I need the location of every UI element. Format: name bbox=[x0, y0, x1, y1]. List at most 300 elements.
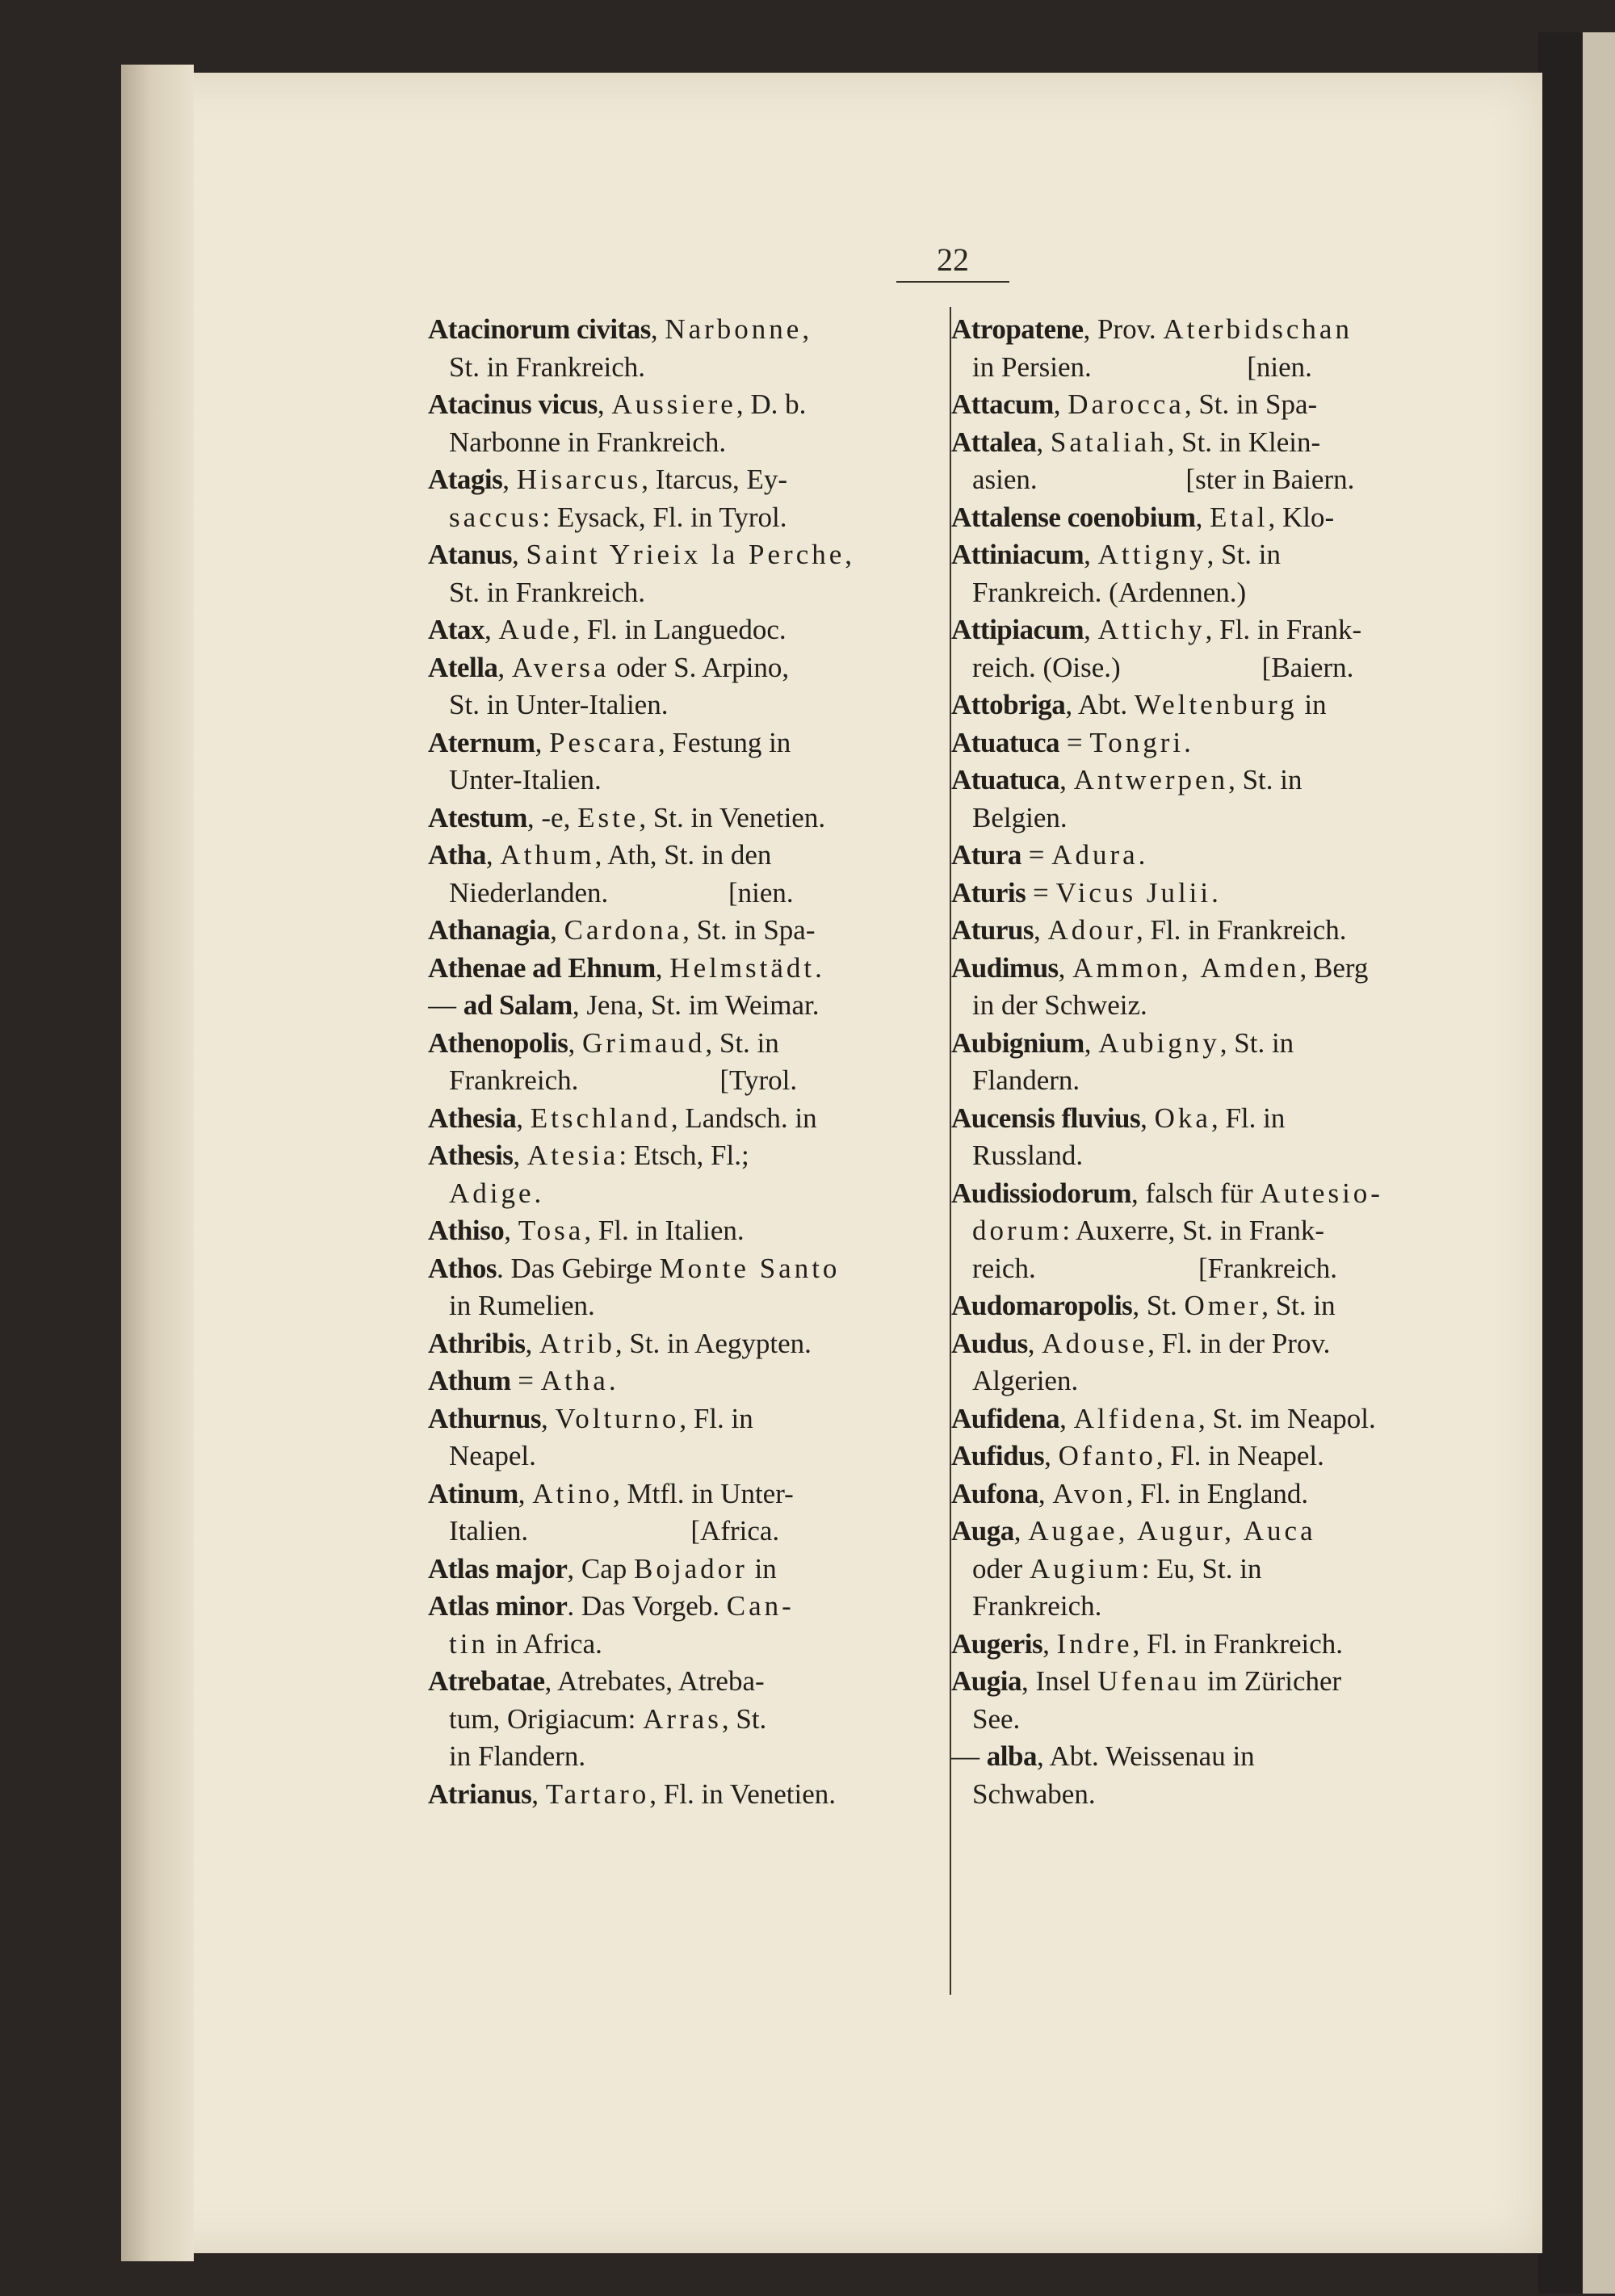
entry-modern-name: Darocca bbox=[1068, 388, 1185, 420]
entry-modern-name: Narbonne bbox=[665, 313, 803, 345]
entry-text: , bbox=[1084, 614, 1098, 645]
entry-line bbox=[428, 499, 937, 537]
entry-line bbox=[428, 1701, 937, 1739]
entry-line bbox=[951, 1588, 1448, 1626]
entry-line bbox=[428, 424, 937, 462]
page-number: 22 bbox=[937, 241, 969, 278]
entry-text: = bbox=[510, 1365, 541, 1396]
entry-text: , bbox=[516, 1102, 531, 1134]
entry-text: , bbox=[540, 1402, 556, 1434]
entry-text: , bbox=[484, 614, 499, 645]
entry-headword: Aubignium bbox=[951, 1026, 1084, 1059]
entry-headword: Atax bbox=[428, 614, 484, 645]
entry-line bbox=[951, 724, 1448, 762]
entry-line bbox=[428, 1588, 937, 1626]
entry-text: , Fl. in Frank- bbox=[1205, 614, 1362, 645]
entry-text: , bbox=[502, 464, 517, 495]
entry-modern-name: Adouse bbox=[1042, 1327, 1148, 1359]
entry-text: , bbox=[1034, 914, 1048, 946]
entry-modern-name: Atha bbox=[540, 1365, 609, 1396]
entry-headword: Atrianus bbox=[428, 1778, 532, 1810]
entry-line bbox=[428, 1438, 937, 1475]
entry-headword: Atha bbox=[428, 839, 486, 871]
entry-line bbox=[428, 311, 937, 349]
entry-text: . bbox=[534, 1177, 542, 1209]
entry-text: oder bbox=[972, 1552, 1030, 1585]
entry-text: , bbox=[1038, 1477, 1053, 1509]
entry-line bbox=[951, 1212, 1448, 1250]
entry-modern-name: Cardona bbox=[564, 914, 683, 946]
entry-text: , Ath, St. in den bbox=[594, 839, 772, 871]
entry-modern-name: Aussiere bbox=[611, 388, 736, 420]
entry-line bbox=[428, 1250, 937, 1288]
entry-modern-name: Sataliah bbox=[1050, 426, 1168, 458]
entry-line bbox=[951, 1400, 1448, 1438]
entry-text: , Fl. in bbox=[1210, 1102, 1286, 1134]
entry-headword: Athenopolis bbox=[428, 1026, 568, 1059]
entry-line bbox=[428, 1400, 937, 1438]
entry-text: See. bbox=[972, 1702, 1021, 1735]
entry-text: , St. bbox=[1132, 1290, 1185, 1321]
entry-text: Frankreich. [Tyrol. bbox=[449, 1064, 798, 1096]
entry-headword: Attiniacum bbox=[951, 539, 1084, 570]
entry-headword: Atinum bbox=[428, 1477, 518, 1509]
entry-text: . Das Gebirge bbox=[497, 1252, 660, 1284]
entry-modern-name: Can- bbox=[726, 1590, 795, 1622]
entry-modern-name: Hisarcus bbox=[516, 464, 642, 495]
entry-line bbox=[428, 611, 937, 649]
entry-line bbox=[428, 1513, 937, 1551]
entry-line bbox=[951, 386, 1448, 424]
entry-text: , Abt. bbox=[1065, 689, 1135, 720]
entry-text: Belgien. bbox=[972, 801, 1068, 833]
entry-headword: Audimus bbox=[951, 951, 1059, 984]
entry-modern-name: Aubigny bbox=[1098, 1026, 1220, 1059]
entry-headword: Athum bbox=[428, 1365, 511, 1396]
entry-headword: Athurnus bbox=[428, 1402, 541, 1434]
entry-text: , bbox=[1013, 1515, 1029, 1547]
entry-line bbox=[951, 987, 1448, 1025]
entry-line bbox=[428, 1776, 937, 1814]
entry-modern-name: Este bbox=[577, 801, 640, 833]
entry-text: , Fl. in Venetien. bbox=[649, 1778, 837, 1810]
entry-modern-name: Tartaro bbox=[545, 1778, 650, 1810]
entry-text: = bbox=[1021, 839, 1052, 871]
entry-text: im Züricher bbox=[1200, 1665, 1342, 1697]
entry-headword: Attobriga bbox=[951, 689, 1066, 720]
entry-line bbox=[951, 1475, 1448, 1513]
entry-headword: Auga bbox=[951, 1515, 1014, 1547]
entry-text: , bbox=[1195, 501, 1210, 533]
entry-text: , bbox=[525, 1327, 539, 1359]
entry-text: , St. in bbox=[1261, 1290, 1336, 1321]
entry-text: St. in Frankreich. bbox=[449, 350, 646, 383]
entry-modern-name: saccus bbox=[449, 501, 543, 533]
entry-line bbox=[428, 1663, 937, 1701]
entry-modern-name: Tongri bbox=[1089, 726, 1185, 758]
entry-modern-name: Augae, Augur, Auca bbox=[1028, 1515, 1316, 1547]
entry-line bbox=[428, 950, 937, 988]
entry-modern-name: Alfidena bbox=[1073, 1402, 1199, 1434]
entry-text: tum, Origiacum: bbox=[449, 1702, 644, 1735]
entry-line bbox=[428, 1738, 937, 1776]
entry-modern-name: Autesio- bbox=[1260, 1177, 1383, 1209]
entry-line bbox=[951, 875, 1448, 913]
entry-text: : Eu, St. in bbox=[1141, 1552, 1262, 1585]
entry-modern-name: Oka bbox=[1154, 1102, 1211, 1134]
entry-headword: Aufidus bbox=[951, 1440, 1045, 1471]
entry-text: , bbox=[1084, 1026, 1099, 1059]
entry-text: , bbox=[497, 651, 512, 683]
entry-text: , Jena, St. im Weimar. bbox=[572, 989, 820, 1021]
entry-text: . bbox=[1184, 726, 1191, 758]
entry-headword: Atlas major bbox=[428, 1552, 568, 1585]
entry-text: , bbox=[504, 1215, 518, 1246]
entry-text: Russland. bbox=[972, 1140, 1084, 1171]
entry-text: . Das Vorgeb. bbox=[567, 1590, 727, 1622]
entry-line bbox=[428, 1626, 937, 1664]
entry-line bbox=[951, 1062, 1448, 1100]
entry-modern-name: Avon bbox=[1052, 1477, 1126, 1509]
entry-text: Neapel. bbox=[449, 1440, 536, 1471]
entry-headword: Augeris bbox=[951, 1627, 1043, 1660]
entry-text: , Fl. in der Prov. bbox=[1147, 1327, 1331, 1359]
entry-line bbox=[951, 1025, 1448, 1063]
entry-line bbox=[951, 1551, 1448, 1589]
entry-text: . bbox=[1138, 839, 1146, 871]
entry-headword: Atrebatae bbox=[428, 1665, 545, 1697]
entry-headword: Atuatuca bbox=[951, 726, 1060, 758]
entry-headword: Atuatuca bbox=[951, 764, 1060, 795]
entry-text: , bbox=[1084, 539, 1098, 570]
entry-line bbox=[951, 1513, 1448, 1551]
entry-headword: Atura bbox=[951, 839, 1021, 871]
entry-text: , Mtfl. in Unter- bbox=[612, 1477, 794, 1509]
entry-text: in Rumelien. bbox=[449, 1290, 595, 1321]
entry-line bbox=[951, 611, 1448, 649]
entry-headword: Audus bbox=[951, 1327, 1028, 1359]
entry-modern-name: Antwerpen bbox=[1073, 764, 1229, 795]
entry-text: in der Schweiz. bbox=[972, 989, 1147, 1021]
entry-line bbox=[951, 1626, 1448, 1664]
right-column bbox=[951, 311, 1448, 1813]
entry-modern-name: Grimaud bbox=[581, 1026, 706, 1059]
entry-headword: Athesis bbox=[428, 1140, 514, 1171]
entry-headword: Attalense coenobium bbox=[951, 501, 1196, 533]
entry-line bbox=[951, 686, 1448, 724]
entry-line bbox=[428, 1100, 937, 1138]
entry-headword: Attipiacum bbox=[951, 614, 1084, 645]
entry-line bbox=[428, 461, 937, 499]
entry-text: , bbox=[1036, 426, 1051, 458]
entry-headword: Aternum bbox=[428, 726, 535, 758]
entry-text: . bbox=[1211, 876, 1219, 909]
entry-text: Flandern. bbox=[972, 1064, 1080, 1096]
entry-text: Frankreich. (Ardennen.) bbox=[972, 576, 1247, 608]
entry-line bbox=[428, 987, 937, 1025]
entry-text: , -e, bbox=[526, 801, 578, 833]
entry-line bbox=[951, 762, 1448, 800]
entry-line bbox=[428, 386, 937, 424]
entry-text: , bbox=[535, 726, 550, 758]
entry-line bbox=[951, 1287, 1448, 1325]
entry-text: , bbox=[845, 539, 853, 570]
entry-modern-name: Athum bbox=[500, 839, 595, 871]
entry-text: , St. in Venetien. bbox=[639, 801, 826, 833]
entry-line bbox=[428, 1025, 937, 1063]
entry-text: in Flandern. bbox=[449, 1740, 586, 1772]
entry-modern-name: Etschland bbox=[530, 1102, 671, 1134]
entry-text: , Festung in bbox=[657, 726, 791, 758]
entry-modern-name: dorum bbox=[972, 1215, 1063, 1246]
entry-line bbox=[951, 837, 1448, 875]
entry-modern-name: Augium bbox=[1029, 1552, 1142, 1585]
entry-text: . bbox=[815, 951, 822, 984]
entry-line bbox=[951, 499, 1448, 537]
entry-line bbox=[428, 724, 937, 762]
entry-text: , St. in bbox=[705, 1026, 779, 1059]
entry-text: , Fl. in Neapel. bbox=[1156, 1440, 1324, 1471]
entry-text: , St. in bbox=[1228, 764, 1302, 795]
entry-line bbox=[428, 349, 937, 387]
entry-modern-name: tin bbox=[449, 1627, 489, 1660]
entry-text: , bbox=[1044, 1440, 1059, 1471]
entry-headword: Athesia bbox=[428, 1102, 517, 1134]
entry-line bbox=[428, 1287, 937, 1325]
entry-headword: Atacinus vicus bbox=[428, 388, 598, 420]
entry-text: Schwaben. bbox=[972, 1778, 1096, 1810]
entry-line bbox=[951, 1438, 1448, 1475]
entry-headword: Atagis bbox=[428, 464, 503, 495]
entry-line bbox=[951, 536, 1448, 574]
entry-modern-name: Saint Yrieix la Perche bbox=[526, 539, 845, 570]
entry-text: , Prov. bbox=[1083, 313, 1164, 345]
entry-line bbox=[428, 1137, 937, 1175]
entry-text: , bbox=[1027, 1327, 1042, 1359]
entry-modern-name: Adour bbox=[1047, 914, 1136, 946]
entry-line bbox=[951, 1100, 1448, 1138]
entry-headword: alba bbox=[986, 1740, 1037, 1772]
entry-text: — bbox=[951, 1740, 987, 1772]
entry-line bbox=[951, 950, 1448, 988]
entry-line bbox=[428, 762, 937, 800]
entry-text: , bbox=[655, 951, 670, 984]
entry-text: , Fl. in England. bbox=[1126, 1477, 1309, 1509]
entry-line bbox=[951, 1663, 1448, 1701]
entry-modern-name: Ofanto bbox=[1058, 1440, 1156, 1471]
entry-text: , bbox=[650, 313, 665, 345]
entry-text: Narbonne in Frankreich. bbox=[449, 426, 727, 458]
entry-line bbox=[428, 1475, 937, 1513]
entry-text: , St. in bbox=[1206, 539, 1282, 570]
page-number-rule bbox=[896, 281, 1009, 283]
entry-modern-name: Indre bbox=[1056, 1627, 1133, 1660]
entry-text: , Cap bbox=[567, 1552, 635, 1585]
entry-text: St. in Unter-Italien. bbox=[449, 689, 669, 720]
entry-modern-name: Tosa bbox=[518, 1215, 585, 1246]
entry-text: : Eysack, Fl. in Tyrol. bbox=[542, 501, 787, 533]
entry-modern-name: Arras bbox=[643, 1702, 722, 1735]
entry-text: , Atrebates, Atreba- bbox=[544, 1665, 765, 1697]
entry-text: , Insel bbox=[1021, 1665, 1098, 1697]
left-column bbox=[428, 311, 937, 1813]
entry-text: in bbox=[747, 1552, 777, 1585]
entry-headword: Atacinorum civitas bbox=[428, 313, 651, 345]
entry-modern-name: Aude bbox=[498, 614, 573, 645]
entry-text: , bbox=[518, 1477, 533, 1509]
entry-text: reich. (Oise.) [Baiern. bbox=[972, 651, 1354, 683]
entry-line bbox=[428, 837, 937, 875]
entry-modern-name: Ammon, Amden bbox=[1072, 951, 1300, 984]
entry-modern-name: Weltenburg bbox=[1134, 689, 1298, 720]
entry-headword: Audissiodorum bbox=[951, 1177, 1132, 1209]
entry-text: , bbox=[568, 1026, 582, 1059]
entry-headword: ad Salam bbox=[463, 989, 573, 1021]
entry-text: , St. in Spa- bbox=[682, 914, 816, 946]
adjacent-page-edge bbox=[1583, 32, 1615, 2294]
entry-headword: Atestum bbox=[428, 801, 527, 833]
entry-text: , D. b. bbox=[736, 388, 807, 420]
entry-text: , bbox=[1042, 1627, 1057, 1660]
entry-text: , St. in Klein- bbox=[1167, 426, 1321, 458]
entry-text: = bbox=[1026, 876, 1056, 909]
entry-line bbox=[428, 649, 937, 687]
entry-modern-name: Etal bbox=[1210, 501, 1269, 533]
entry-line bbox=[951, 1776, 1448, 1814]
entry-text: — bbox=[428, 989, 464, 1021]
entry-modern-name: Volturno bbox=[555, 1402, 680, 1434]
entry-line bbox=[951, 1738, 1448, 1776]
entry-modern-name: Adura bbox=[1051, 839, 1139, 871]
entry-line bbox=[428, 1551, 937, 1589]
entry-text: Niederlanden. [nien. bbox=[449, 876, 794, 909]
entry-line bbox=[951, 1137, 1448, 1175]
entry-headword: Athribis bbox=[428, 1327, 526, 1359]
entry-line bbox=[951, 574, 1448, 612]
entry-line bbox=[428, 1362, 937, 1400]
entry-text: , bbox=[1053, 388, 1068, 420]
entry-line bbox=[428, 912, 937, 950]
entry-modern-name: Attichy bbox=[1097, 614, 1206, 645]
entry-modern-name: Aterbidschan bbox=[1163, 313, 1353, 345]
entry-line bbox=[951, 1701, 1448, 1739]
entry-text: . bbox=[608, 1365, 616, 1396]
entry-text: , St. bbox=[721, 1702, 767, 1735]
entry-modern-name: Atrib bbox=[539, 1327, 615, 1359]
entry-text: St. in Frankreich. bbox=[449, 576, 646, 608]
entry-text: Algerien. bbox=[972, 1365, 1079, 1396]
entry-modern-name: Atesia bbox=[526, 1140, 619, 1171]
entry-headword: Athos bbox=[428, 1252, 497, 1284]
entry-line bbox=[951, 1325, 1448, 1363]
entry-modern-name: Helmstädt bbox=[669, 951, 816, 984]
entry-text: , bbox=[597, 388, 612, 420]
entry-headword: Aucensis fluvius bbox=[951, 1102, 1141, 1134]
entry-text: , bbox=[1059, 764, 1074, 795]
entry-text: in Africa. bbox=[488, 1627, 602, 1660]
entry-headword: Audomaropolis bbox=[951, 1290, 1133, 1321]
entry-headword: Aturus bbox=[951, 914, 1034, 946]
entry-text: in bbox=[1297, 689, 1327, 720]
entry-line bbox=[951, 424, 1448, 462]
entry-headword: Athiso bbox=[428, 1215, 505, 1246]
entry-text: : Etsch, Fl.; bbox=[619, 1140, 749, 1171]
entry-text: , bbox=[1059, 1402, 1074, 1434]
entry-text: , bbox=[550, 914, 564, 946]
entry-line bbox=[951, 649, 1448, 687]
page-stack-edge bbox=[121, 65, 194, 2261]
entry-headword: Aturis bbox=[951, 876, 1026, 909]
entry-text: , Klo- bbox=[1268, 501, 1335, 533]
entry-headword: Aufona bbox=[951, 1477, 1038, 1509]
entry-modern-name: Bojador bbox=[634, 1552, 748, 1585]
entry-text: Frankreich. bbox=[972, 1590, 1102, 1622]
entry-line bbox=[428, 1325, 937, 1363]
entry-text: , bbox=[802, 313, 810, 345]
entry-text: in Persien. [nien. bbox=[972, 350, 1312, 383]
entry-text: , Fl. in Frankreich. bbox=[1132, 1627, 1344, 1660]
entry-line bbox=[951, 912, 1448, 950]
entry-text: Unter-Italien. bbox=[449, 764, 602, 795]
entry-headword: Athenae ad Ehnum bbox=[428, 951, 656, 984]
entry-text: , St. in bbox=[1219, 1026, 1294, 1059]
entry-modern-name: Atino bbox=[532, 1477, 613, 1509]
entry-line bbox=[428, 875, 937, 913]
entry-modern-name: Aversa bbox=[511, 651, 610, 683]
entry-line bbox=[951, 1250, 1448, 1288]
entry-headword: Augia bbox=[951, 1665, 1021, 1697]
entry-text: , bbox=[1140, 1102, 1155, 1134]
entry-line bbox=[951, 800, 1448, 837]
entry-modern-name: Attigny bbox=[1097, 539, 1207, 570]
entry-headword: Atella bbox=[428, 651, 498, 683]
entry-text: , Fl. in Frankreich. bbox=[1135, 914, 1347, 946]
entry-text: , St. im Neapol. bbox=[1198, 1402, 1376, 1434]
entry-modern-name: Vicus Julii bbox=[1055, 876, 1212, 909]
entry-line bbox=[428, 800, 937, 837]
entry-text: , St. in Spa- bbox=[1184, 388, 1318, 420]
entry-text: , bbox=[511, 539, 526, 570]
entry-headword: Atanus bbox=[428, 539, 512, 570]
entry-line bbox=[428, 1062, 937, 1100]
entry-text: , Abt. Weissenau in bbox=[1036, 1740, 1255, 1772]
entry-text: = bbox=[1059, 726, 1090, 758]
entry-text: , Fl. in Italien. bbox=[584, 1215, 745, 1246]
entry-modern-name: Pescara bbox=[549, 726, 658, 758]
entry-line bbox=[428, 686, 937, 724]
entry-text: , falsch für bbox=[1131, 1177, 1261, 1209]
entry-line bbox=[951, 349, 1448, 387]
entry-text: , bbox=[1058, 951, 1073, 984]
entry-modern-name: Monte Santo bbox=[659, 1252, 841, 1284]
entry-headword: Aufidena bbox=[951, 1402, 1060, 1434]
entry-headword: Atlas minor bbox=[428, 1590, 568, 1622]
entry-text: reich. [Frankreich. bbox=[972, 1252, 1337, 1284]
entry-headword: Atropatene bbox=[951, 313, 1084, 345]
entry-modern-name: Adige bbox=[449, 1177, 535, 1209]
entry-text: : Auxerre, St. in Frank- bbox=[1062, 1215, 1325, 1246]
entry-modern-name: Omer bbox=[1184, 1290, 1262, 1321]
entry-text: oder S. Arpino, bbox=[609, 651, 790, 683]
entry-line bbox=[428, 574, 937, 612]
entry-text: , Itarcus, Ey- bbox=[641, 464, 788, 495]
entry-headword: Attalea bbox=[951, 426, 1037, 458]
entry-line bbox=[951, 1362, 1448, 1400]
entry-modern-name: Ufenau bbox=[1097, 1665, 1201, 1697]
entry-text: , St. in Aegypten. bbox=[615, 1327, 812, 1359]
entry-text: , Fl. in bbox=[679, 1402, 753, 1434]
entry-text: , bbox=[531, 1778, 546, 1810]
